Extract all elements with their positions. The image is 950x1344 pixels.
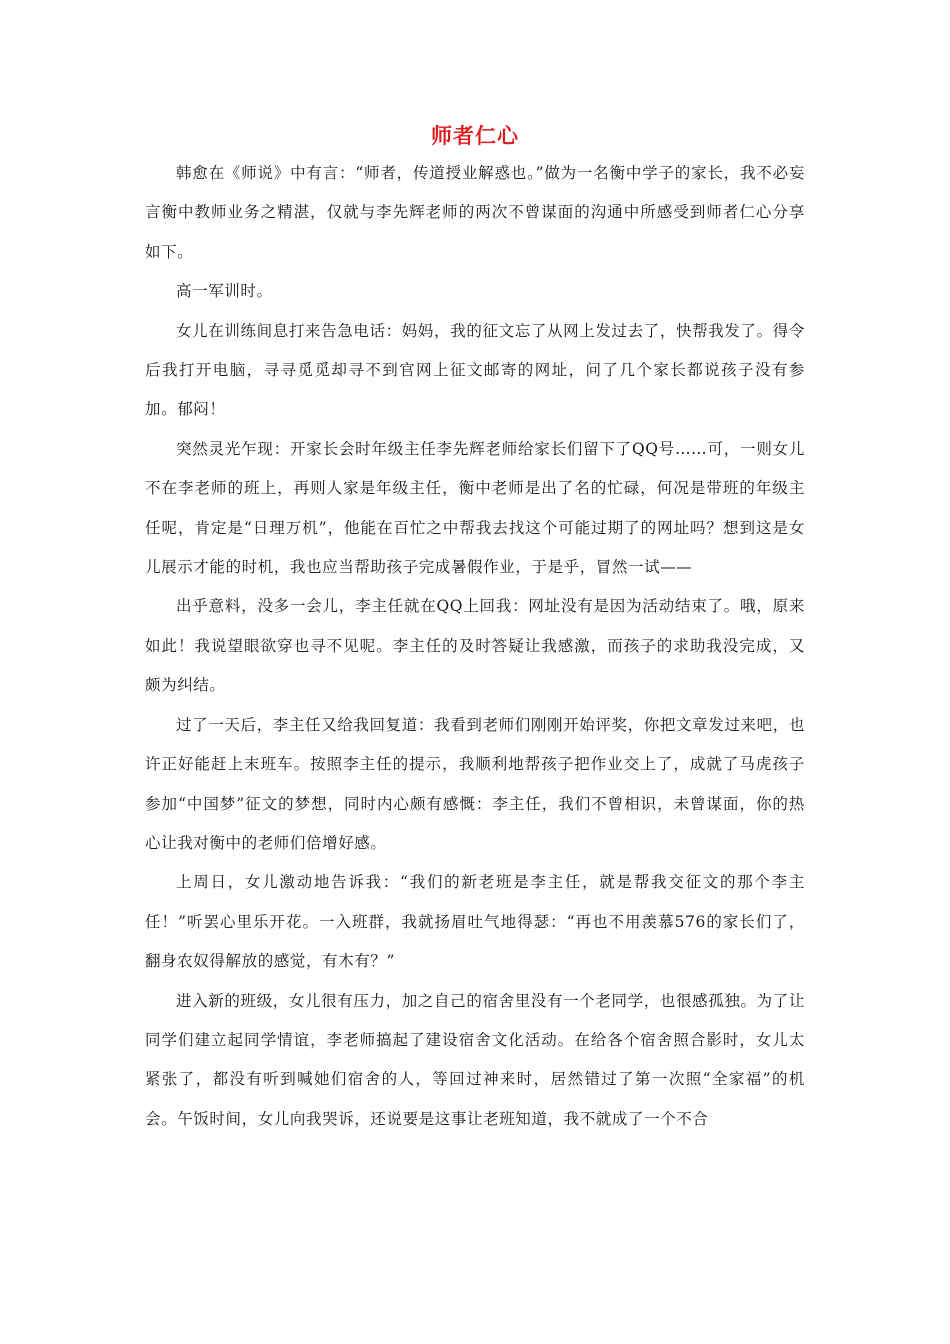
paragraph-unexpected-reply: 出乎意料，没多一会儿，李主任就在QQ上回我：网址没有是因为活动结束了。哦，原来如此！我说望眼欲穿也寻不见呢。李主任的及时答疑让我感激，而孩子的求助我没完成，又颇为纠结。 bbox=[145, 597, 805, 695]
paragraph-second-reply: 过了一天后，李主任又给我回复道：我看到老师们刚刚开始评奖，你把文章发过来吧，也许正好能赶上末班车。按照李主任的提示，我顺利地帮孩子把作业交上了，成就了马虎孩子参加“中国梦”征文的梦想，同时内心颇有感慨：李主任，我们不曾相识，未曾谋面，你的热心让我对衡中的老师们倍增好感。 bbox=[145, 715, 805, 852]
paragraph-dorm-photo: 进入新的班级，女儿很有压力，加之自己的宿舍里没有一个老同学，也很感孤独。为了让同学们建立起同学情谊，李老师搞起了建设宿舍文化活动。在给各个宿舍照合影时，女儿太紧张了，都没有听到喊她们宿舍的人，等回过神来时，居然错过了第一次照“全家福”的机会。午饭时间，女儿向我哭诉，还说要是这事让老班知道，我不就成了一个不合 bbox=[145, 991, 805, 1128]
paragraph-intro: 韩愈在《师说》中有言：“师者，传道授业解惑也。”做为一名衡中学子的家长，我不必妄言衡中教师业务之精湛，仅就与李先辉老师的两次不曾谋面的沟通中所感受到师者仁心分享如下。 bbox=[145, 164, 805, 261]
paragraph-urgent-call: 女儿在训练间息打来告急电话：妈妈，我的征文忘了从网上发过去了，快帮我发了。得令后我打开电脑，寻寻觅觅却寻不到官网上征文邮寄的网址，问了几个家长都说孩子没有参加。郁闷！ bbox=[145, 321, 805, 419]
paragraph-military-training: 高一军训时。 bbox=[176, 282, 273, 301]
document-title: 师者仁心 bbox=[431, 123, 519, 148]
paragraph-inspiration: 突然灵光乍现：开家长会时年级主任李先辉老师给家长们留下了QQ号……可，一则女儿不在李老师的班上，再则人家是年级主任，衡中老师是出了名的忙碌，何况是带班的年级主任呢，肯定是“日理万机”，他能在百忙之中帮我去找这个可能过期了的网址吗？想到这是女儿展示才能的时机，我也应当帮助孩子完成暑假作业，于是乎，冒然一试—— bbox=[145, 439, 805, 577]
paragraph-new-class: 上周日，女儿激动地告诉我：“我们的新老班是李主任，就是帮我交征文的那个李主任！”听罢心里乐开花。一入班群，我就扬眉吐气地得瑟：“再也不用羡慕576的家长们了，翻身农奴得解放的感觉，有木有？” bbox=[145, 873, 805, 971]
document-page bbox=[145, 118, 805, 1139]
